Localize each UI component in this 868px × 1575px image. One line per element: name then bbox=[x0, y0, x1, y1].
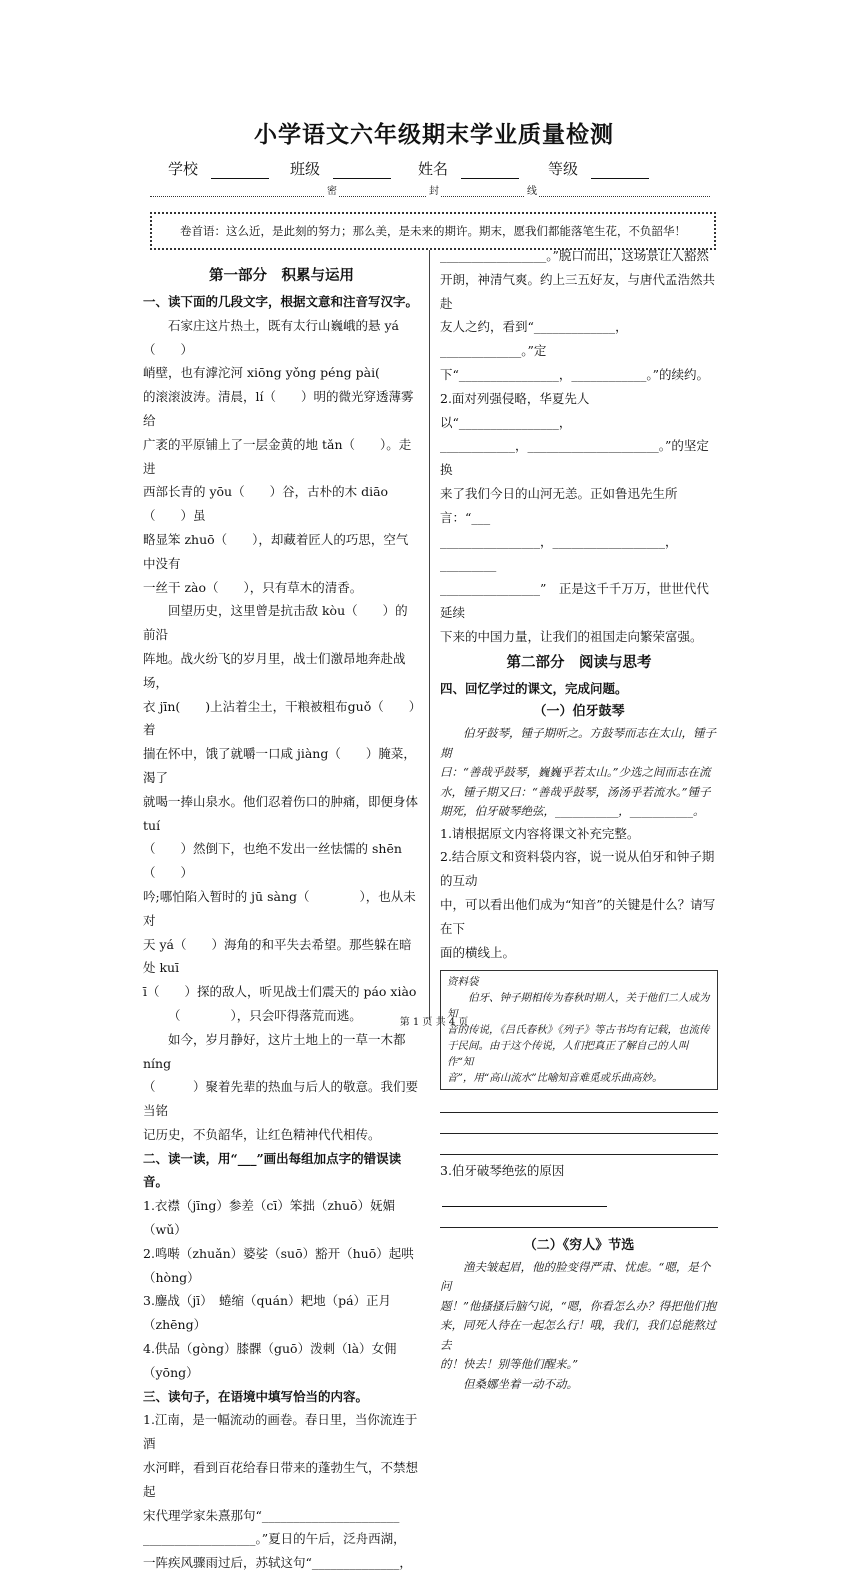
list-item[interactable]: 1.衣襟（jīng）参差（cī）笨拙（zhuō）妩媚（wǔ） bbox=[143, 1198, 396, 1238]
page-footer: 第 1 页 共 4 页 bbox=[399, 1017, 469, 1028]
text-line: 来，同死人待在一起怎么行！哦，我们，我们总能熬过去 bbox=[440, 1318, 716, 1352]
excerpt-text bbox=[440, 1258, 718, 1395]
text-line: 面的横线上。 bbox=[440, 944, 516, 960]
text-line: 广袤的平原铺上了一层金黄的地 tǎn（ ）。走进 bbox=[143, 436, 412, 476]
answer-blank[interactable] bbox=[442, 1192, 607, 1207]
grade-blank[interactable] bbox=[591, 162, 649, 179]
seal-line bbox=[150, 180, 710, 197]
text-line[interactable]: ____________，_____________________。”的坚定换 bbox=[440, 438, 709, 478]
q4-title: 四、回忆学过的课文，完成问题。 bbox=[440, 680, 628, 696]
q1-paragraph-3 bbox=[143, 1028, 420, 1147]
text-line[interactable]: _________________。”脱口而出，这场景让人豁然 bbox=[440, 248, 709, 263]
name-label: 姓名 bbox=[418, 158, 519, 179]
text-line: 但桑娜坐着一动不动。 bbox=[463, 1376, 578, 1391]
text-line[interactable]: ________________，__________________，_________ bbox=[440, 533, 678, 573]
text-line: 伯牙、钟子期相传为春秋时期人，关于他们二人成为知 bbox=[447, 992, 710, 1021]
text-line: 的滚滚波涛。清晨，lí（ ）明的微光穿透薄雾给 bbox=[143, 389, 414, 428]
material-box bbox=[440, 970, 718, 1090]
q4-3: 3.伯牙破琴绝弦的原因 bbox=[440, 1159, 718, 1207]
list-item[interactable]: 4.供品（gòng）膝髁（guō）泼刺（là）女佣（yōng） bbox=[143, 1341, 397, 1380]
list-item[interactable]: 2.鸣啭（zhuǎn）婆娑（suō）豁开（huō）起哄（hòng） bbox=[143, 1245, 414, 1285]
material-box-title: 资料袋 bbox=[447, 976, 479, 989]
answer-line[interactable] bbox=[440, 1113, 718, 1134]
text-line: 曰：“善哉乎鼓琴，巍巍乎若太山。”少选之间而志在流 bbox=[440, 765, 711, 780]
q1-paragraph-2 bbox=[143, 599, 420, 1027]
text-line[interactable]: 来了我们今日的山河无恙。正如鲁迅先生所言：“___ bbox=[440, 485, 678, 525]
text-line: 题！”他搔搔后脑勺说，“嗯，你看怎么办？得把他们抱 bbox=[440, 1298, 717, 1313]
text-line: 阵地。战火纷飞的岁月里，战士们激昂地奔赴战场， bbox=[143, 650, 406, 690]
text-line: 音的传说，《吕氏春秋》《列子》等古书均有记载，也流传 bbox=[447, 1024, 710, 1037]
name-blank[interactable] bbox=[461, 162, 519, 179]
text-line: 渔夫皱起眉，他的脸变得严肃、忧虑。“嗯，是个问 bbox=[440, 1259, 711, 1294]
q3-title: 三、读句子，在语境中填写恰当的内容。 bbox=[143, 1388, 369, 1404]
text-line: 1.江南，是一幅流动的画卷。春日里，当你流连于酒 bbox=[143, 1412, 418, 1452]
text-line: 一丝干 zào（ ），只有草木的清香。 bbox=[143, 579, 363, 595]
part2-heading: 第二部分 阅读与思考 bbox=[506, 653, 652, 671]
class-blank[interactable] bbox=[333, 162, 391, 179]
q3-paragraph-2 bbox=[440, 387, 718, 649]
q2-title: 二、读一读，用“___”画出每组加点字的错误读音。 bbox=[143, 1150, 402, 1190]
text-line: 天 yá（ ）海角的和平失去希望。那些躲在暗处 kuī bbox=[143, 936, 412, 976]
text-line: 吟;哪怕陷入暂时的 jū sàng（ ），也从未对 bbox=[143, 888, 416, 928]
class-label: 班级 bbox=[290, 158, 391, 179]
answer-line[interactable] bbox=[440, 1092, 718, 1113]
text-line: 音”，用“高山流水”比喻知音难觅或乐曲高妙。 bbox=[447, 1072, 663, 1085]
seal-feng: 封 bbox=[427, 182, 441, 197]
q3-paragraph-1-cont bbox=[440, 244, 718, 387]
school-label: 学校 bbox=[168, 158, 269, 179]
text-line: （ ）聚着先辈的热血与后人的敬意。我们要当铭 bbox=[143, 1079, 419, 1119]
q1-title: 一、读下面的几段文字，根据文意和注音写汉字。 bbox=[143, 294, 419, 309]
text-line: 峭壁，也有滹沱河 xiōng yǒng péng pài( bbox=[143, 365, 443, 381]
school-blank[interactable] bbox=[211, 162, 269, 179]
answer-line[interactable] bbox=[440, 1207, 718, 1228]
text-line: （ ）然倒下，也绝不发出一丝怯懦的 shēn（ ） bbox=[143, 841, 402, 881]
text-line[interactable]: ________________” 正是这千千万万，世世代代延续 bbox=[440, 581, 709, 620]
seal-mi: 密 bbox=[325, 182, 339, 197]
text-line: （ ），只会吓得落荒而逃。 bbox=[168, 1007, 362, 1023]
text-line: ī（ ）探的敌人，听见战士们震天的 páo xiào bbox=[143, 984, 417, 1000]
text-line: 水河畔，看到百花给春日带来的蓬勃生气，不禁想起 bbox=[143, 1460, 419, 1499]
text-line[interactable]: 下“________________，____________。”的续约。 bbox=[440, 366, 710, 382]
text-line: 记历史，不负韶华，让红色精神代代相传。 bbox=[143, 1126, 381, 1142]
text-line: 的！快去！别等他们醒来。” bbox=[440, 1357, 579, 1372]
classic-text bbox=[440, 724, 718, 822]
seal-xian: 线 bbox=[525, 182, 539, 197]
text-line[interactable]: 一阵疾风骤雨过后，苏轼这句“______________， bbox=[143, 1555, 412, 1571]
answer-line[interactable] bbox=[440, 1134, 718, 1155]
right-column bbox=[440, 244, 718, 1394]
text-line: 揣在怀中，饿了就嚼一口咸 jiàng（ ）腌菜，渴了 bbox=[143, 746, 416, 785]
text-line: 伯牙鼓琴，锺子期听之。方鼓琴而志在太山，锺子期 bbox=[440, 726, 716, 760]
text-line: 开朗，神清气爽。约上三五好友，与唐代孟浩然共赴 bbox=[440, 271, 716, 311]
text-line: 回望历史，这里曾是抗击敌 kòu（ ）的前沿 bbox=[143, 603, 408, 643]
list-item[interactable]: 3.鏖战（jī） 蜷缩（quán）耙地（pá）正月（zhēng） bbox=[143, 1293, 392, 1333]
text-line[interactable]: 期死，伯牙破琴绝弦，___________，___________。 bbox=[440, 804, 705, 819]
text-line: 2.结合原文和资料袋内容，说一说从伯牙和钟子期的互动 bbox=[440, 849, 715, 889]
q1-paragraph-1 bbox=[143, 314, 443, 600]
text-line: 就喝一捧山泉水。他们忍着伤口的肿痛，即便身体 tuí bbox=[143, 793, 419, 833]
q4-1: 1.请根据原文内容将课文补充完整。 bbox=[440, 825, 640, 841]
text-line: 衣 jīn( )上沾着尘土，干粮被粗布guǒ（ ）着 bbox=[143, 698, 415, 738]
text-line[interactable]: 友人之约，看到“_____________，_____________。”定 bbox=[440, 319, 628, 359]
section-2-title: （二）《穷人》节选 bbox=[523, 1238, 635, 1254]
q3-paragraph-1 bbox=[143, 1408, 420, 1575]
text-line: 下来的中国力量，让我们的祖国走向繁荣富强。 bbox=[440, 628, 703, 644]
section-1-title: （一）伯牙鼓琴 bbox=[533, 704, 625, 720]
text-line[interactable]: 2.面对列强侵略，华夏先人以“________________， bbox=[440, 390, 590, 430]
text-line: 石家庄这片热土，既有太行山巍峨的悬 yá（ ） bbox=[143, 317, 399, 357]
text-line: 如今，岁月静好，这片土地上的一草一木都 níng bbox=[143, 1031, 406, 1071]
text-line: 水，锺子期又曰：“善哉乎鼓琴，汤汤乎若流水。”锺子 bbox=[440, 784, 711, 799]
page-title: 小学语文六年级期末学业质量检测 bbox=[254, 121, 614, 148]
motto-box: 卷首语：这么近，是此刻的努力；那么美，是未来的期许。期末，愿我们都能落笔生花，不负韶华！ bbox=[150, 212, 716, 250]
q4-2 bbox=[440, 845, 718, 964]
text-line: 于民间。由于这个传说，人们把真正了解自己的人叫作“知 bbox=[447, 1040, 689, 1069]
text-line[interactable]: 宋代理学家朱熹那句“______________________ bbox=[143, 1507, 400, 1523]
text-line: 中，可以看出他们成为“知音”的关键是什么？请写在下 bbox=[440, 897, 716, 936]
text-line: 略显笨 zhuō（ ），却藏着匠人的巧思，空气中没有 bbox=[143, 531, 409, 571]
part1-heading: 第一部分 积累与运用 bbox=[209, 267, 354, 284]
text-line[interactable]: __________________。”夏日的午后，泛舟西湖， bbox=[143, 1531, 406, 1547]
grade-label: 等级 bbox=[548, 158, 649, 179]
q2-items bbox=[143, 1194, 420, 1384]
text-line: 西部长青的 yōu（ ）谷，古朴的木 diāo（ ）虽 bbox=[143, 484, 389, 524]
